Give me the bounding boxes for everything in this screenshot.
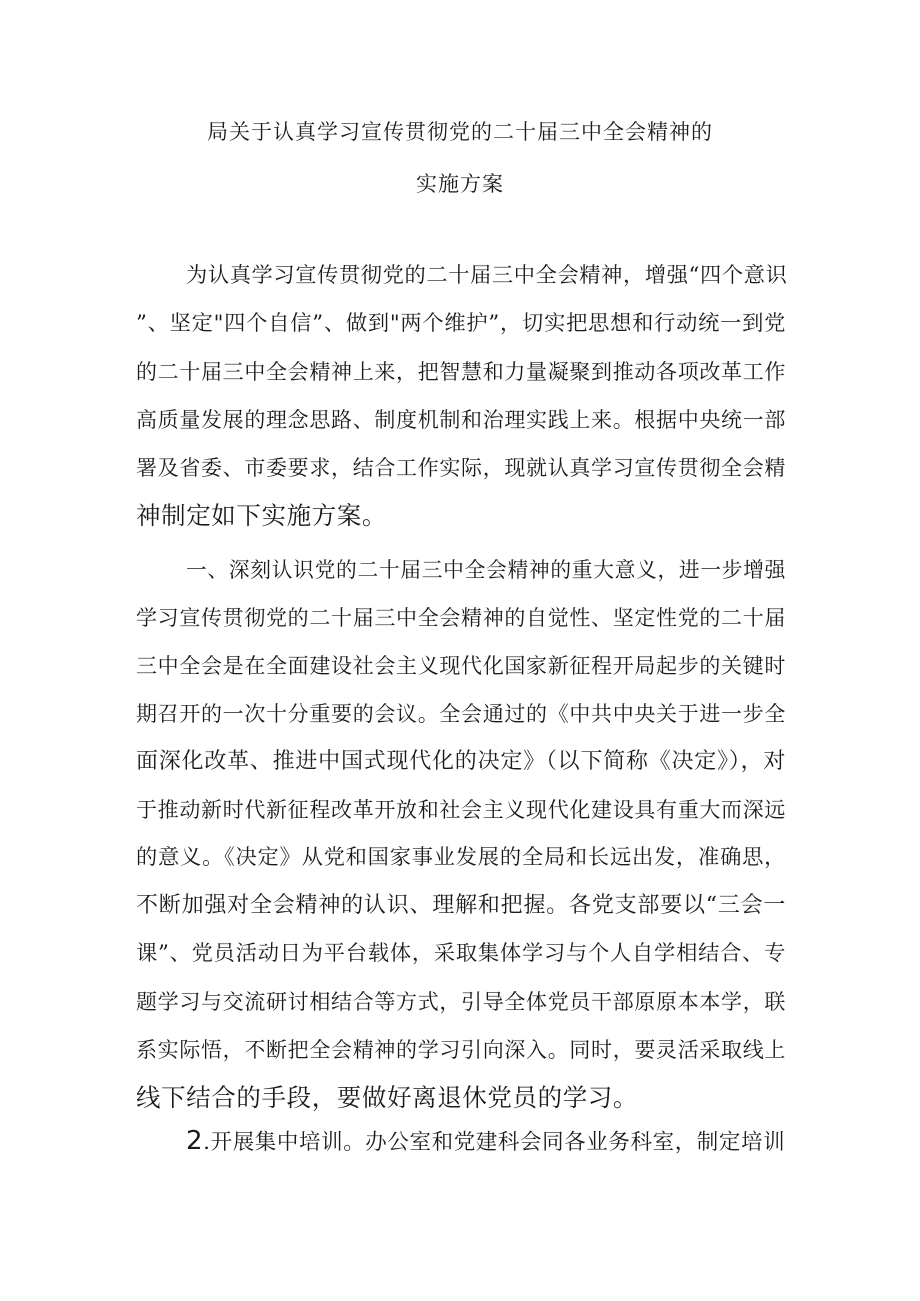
paragraph-line: 不断加强对全会精神的认识、理解和把握。各党支部要以“三会一 xyxy=(136,893,786,918)
paragraph-line: ”、坚定"四个自信”、做到"两个维护”，切实把思想和行动统一到党 xyxy=(136,311,786,336)
paragraph-item-2 xyxy=(136,1117,786,1167)
list-number: 2 xyxy=(186,1126,204,1156)
paragraph-line: 高质量发展的理念思路、制度机制和治理实践上来。根据中央统一部 xyxy=(136,408,786,432)
paragraph-line: 的意义。《决定》从党和国家事业发展的全局和长远出发，准确思， xyxy=(136,845,786,870)
paragraph-line: 为认真学习宣传贯彻党的二十届三中全会精神，增强“四个意识 xyxy=(186,263,788,288)
document-title-line-1: 局关于认真学习宣传贯彻党的二十届三中全会精神的 xyxy=(207,120,713,144)
paragraph-intro xyxy=(136,252,786,540)
paragraph-line: 系实际悟，不断把全会精神的学习引向深入。同时，要灵活采取线上 xyxy=(136,1038,786,1062)
paragraph-line: 神制定如下实施方案。 xyxy=(136,501,387,530)
paragraph-line: 一、深刻认识党的二十届三中全会精神的重大意义，进一步增强 xyxy=(186,558,786,582)
paragraph-line: 署及省委、市委要求，结合工作实际，现就认真学习宣传贯彻全会精 xyxy=(136,456,786,480)
paragraph-line: 题学习与交流研讨相结合等方式，引导全体党员干部原原本本学，联 xyxy=(136,990,786,1014)
paragraph-line: 线下结合的手段，要做好离退休党员的学习。 xyxy=(136,1083,638,1112)
paragraph-line: 三中全会是在全面建设社会主义现代化国家新征程开局起步的关键时 xyxy=(136,654,786,678)
paragraph-line: 期召开的一次十分重要的会议。全会通过的《中共中央关于进一步全 xyxy=(136,702,786,726)
paragraph-section-1 xyxy=(136,546,786,1122)
paragraph-line: 面深化改革、推进中国式现代化的决定》（以下简称《决定》），对 xyxy=(136,749,786,774)
paragraph-line: 于推动新时代新征程改革开放和社会主义现代化建设具有重大而深远 xyxy=(136,798,786,822)
paragraph-line xyxy=(136,1117,786,1167)
paragraph-line: 的二十届三中全会精神上来，把智慧和力量凝聚到推动各项改革工作 xyxy=(136,360,786,384)
document-title-line-2: 实施方案 xyxy=(416,172,504,196)
paragraph-line: 学习宣传贯彻党的二十届三中全会精神的自觉性、坚定性党的二十届 xyxy=(136,606,786,630)
paragraph-line: 课”、党员活动日为平台载体，采取集体学习与个人自学相结合、专 xyxy=(136,941,786,966)
list-item-text: .开展集中培训。办公室和党建科会同各业务科室，制定培训 xyxy=(203,1130,786,1155)
